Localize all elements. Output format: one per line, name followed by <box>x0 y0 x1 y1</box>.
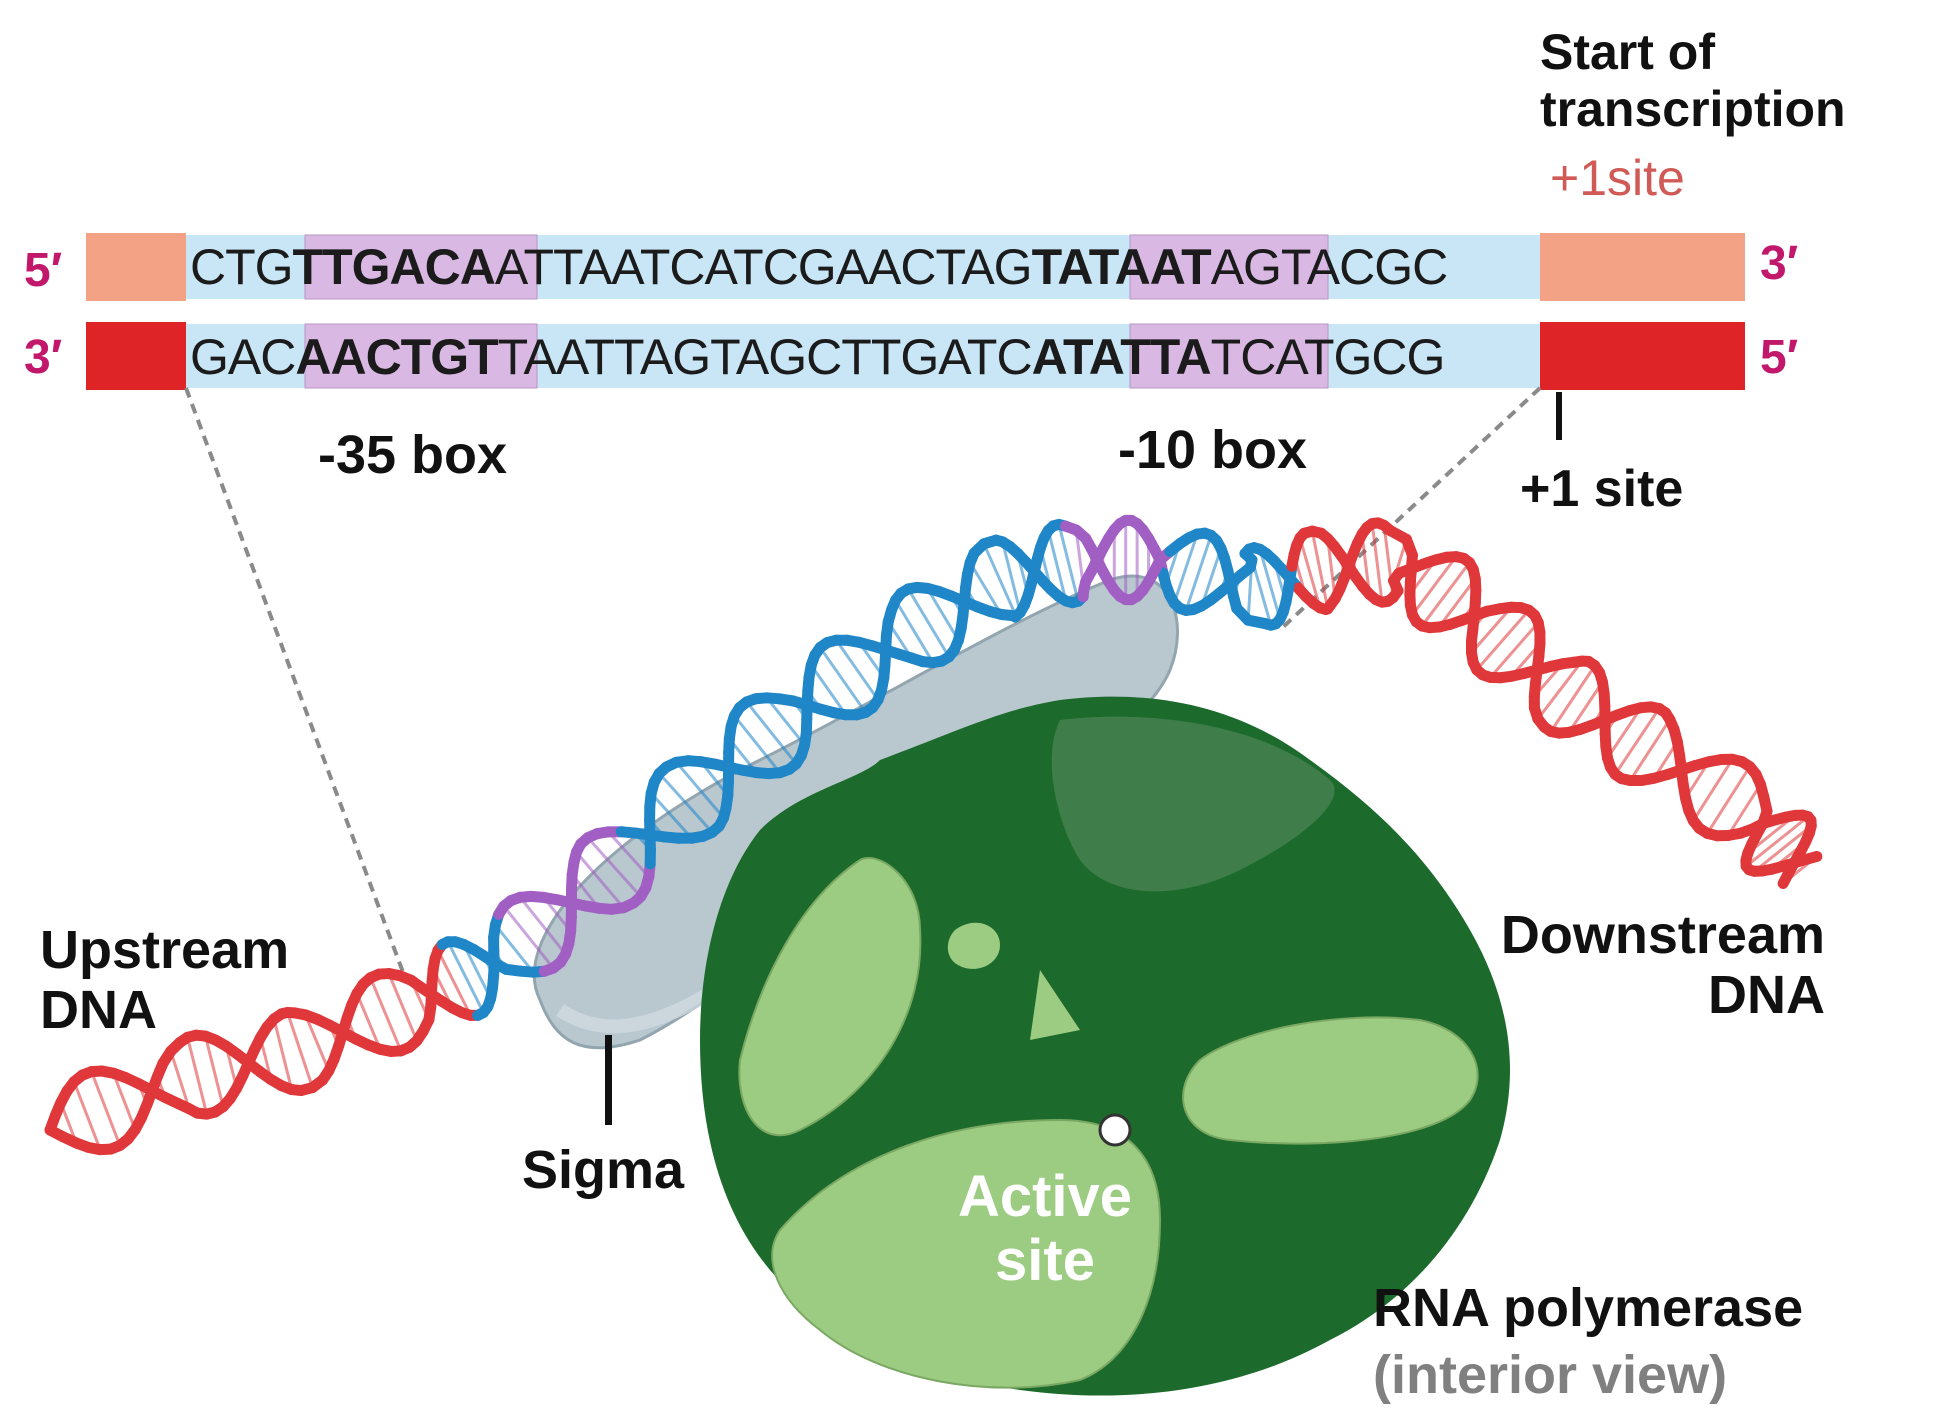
helix-base-pair <box>1372 524 1382 603</box>
sigma-pointer <box>605 1035 612 1125</box>
upstream-dna-label: Upstream DNA <box>40 920 290 1041</box>
helix-base-pair <box>1707 767 1750 834</box>
helix-base-pair <box>820 648 865 713</box>
top-box35-seq: TTGACA <box>292 239 495 295</box>
top-strand-left-prime: 5′ <box>24 244 63 297</box>
top-strand-right-flank <box>1540 233 1745 301</box>
start-site-label: +1site <box>1550 150 1685 206</box>
box35-label: -35 box <box>318 425 508 485</box>
top-strand-left-flank <box>86 233 186 301</box>
helix-base-pair <box>908 589 949 657</box>
plus1-site-label: +1 site <box>1520 460 1684 518</box>
top-seq-c: AGTACG <box>1210 239 1413 295</box>
downstream-dna-label: Downstream DNA <box>1500 905 1825 1026</box>
active-site-marker <box>1100 1115 1130 1145</box>
top-seq-a: CTG <box>190 239 293 295</box>
helix-backbone-b <box>1806 856 1817 859</box>
bottom-seq-c: TCATGC <box>1210 329 1407 385</box>
top-seq-b: ATTAATCATCGAACTAG <box>494 239 1032 295</box>
box10-label: -10 box <box>1118 420 1308 480</box>
bottom-strand-left-flank <box>86 322 186 390</box>
top-plus1-base: C <box>1412 239 1448 295</box>
bottom-strand-right-flank <box>1540 322 1745 390</box>
helix-backbone-a <box>1783 873 1788 883</box>
top-box10-seq: TATAAT <box>1031 239 1211 295</box>
bottom-strand-right-prime: 5′ <box>1760 331 1799 384</box>
helix-base-pair <box>188 1037 207 1114</box>
bottom-seq-b: TAATTAGTAGCTTGATC <box>497 329 1032 385</box>
bottom-strand-sequence <box>190 328 1444 386</box>
bottom-seq-a: GAC <box>190 329 296 385</box>
rna-polymerase-subtitle: (interior view) <box>1373 1345 1728 1405</box>
plus1-tick <box>1556 392 1562 440</box>
active-site-label: Active site <box>957 1164 1133 1293</box>
top-strand-right-prime: 3′ <box>1760 237 1799 290</box>
rna-polymerase-label: RNA polymerase <box>1373 1278 1804 1338</box>
top-strand-sequence <box>190 238 1447 296</box>
sigma-label: Sigma <box>522 1140 685 1200</box>
bottom-box10-seq: ATATTA <box>1031 329 1211 385</box>
start-of-transcription-label: Start of transcription <box>1540 24 1846 137</box>
bottom-box35-seq: AACTGT <box>295 329 498 385</box>
bottom-plus1-base: G <box>1406 329 1445 385</box>
bottom-strand-left-prime: 3′ <box>24 331 63 384</box>
